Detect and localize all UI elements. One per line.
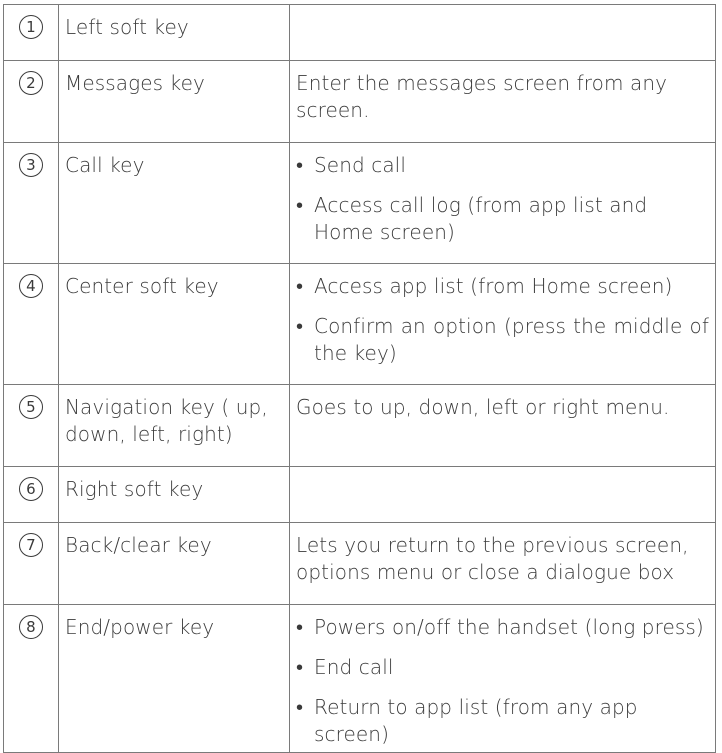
number-badge: 8 (19, 615, 43, 639)
key-name: Navigation key ( up, down, left, right) (59, 385, 290, 467)
bullet-item: • End call (296, 655, 394, 679)
number-badge: 4 (19, 274, 43, 298)
bullet-dot: • (296, 193, 304, 217)
key-name: Center soft key (59, 264, 290, 385)
bullet-dot: • (296, 153, 304, 177)
bullet-dot: • (296, 695, 304, 719)
key-name: Right soft key (59, 467, 290, 523)
number-badge: 7 (19, 533, 43, 557)
table-row (4, 264, 716, 385)
key-name: End/power key (59, 605, 290, 753)
number-badge: 5 (19, 395, 43, 419)
table-row (4, 61, 716, 143)
bullet-item: • Powers on/off the handset (long press) (296, 615, 704, 639)
number-badge: 2 (19, 71, 43, 95)
bullet-item: • Send call (296, 153, 406, 177)
key-description (290, 467, 716, 523)
table-row (4, 467, 716, 523)
bullet-dot: • (296, 314, 304, 338)
key-description (290, 143, 716, 264)
key-description: Goes to up, down, left or right menu. (290, 385, 716, 467)
keys-table (3, 4, 716, 753)
bullet-item: • Confirm an option (press the middle of the key) (296, 314, 709, 365)
table-row (4, 385, 716, 467)
key-name: Left soft key (59, 5, 290, 61)
key-name: Call key (59, 143, 290, 264)
table-row (4, 523, 716, 605)
bullet-dot: • (296, 274, 304, 298)
table-row (4, 5, 716, 61)
table-row (4, 143, 716, 264)
bullet-item: • Access call log (from app list and Home screen) (296, 193, 648, 244)
bullet-item: • Access app list (from Home screen) (296, 274, 673, 298)
key-name: Messages key (59, 61, 290, 143)
number-badge: 6 (19, 477, 43, 501)
key-description (290, 5, 716, 61)
number-badge: 3 (19, 153, 43, 177)
number-badge: 1 (19, 15, 43, 39)
key-description: Enter the messages screen from any screen. (290, 61, 716, 143)
key-description: Lets you return to the previous screen, options menu or close a dialogue box (290, 523, 716, 605)
bullet-dot: • (296, 615, 304, 639)
bullet-dot: • (296, 655, 304, 679)
key-description (290, 264, 716, 385)
key-name: Back/clear key (59, 523, 290, 605)
bullet-item: • Return to app list (from any app screen) (296, 695, 638, 746)
